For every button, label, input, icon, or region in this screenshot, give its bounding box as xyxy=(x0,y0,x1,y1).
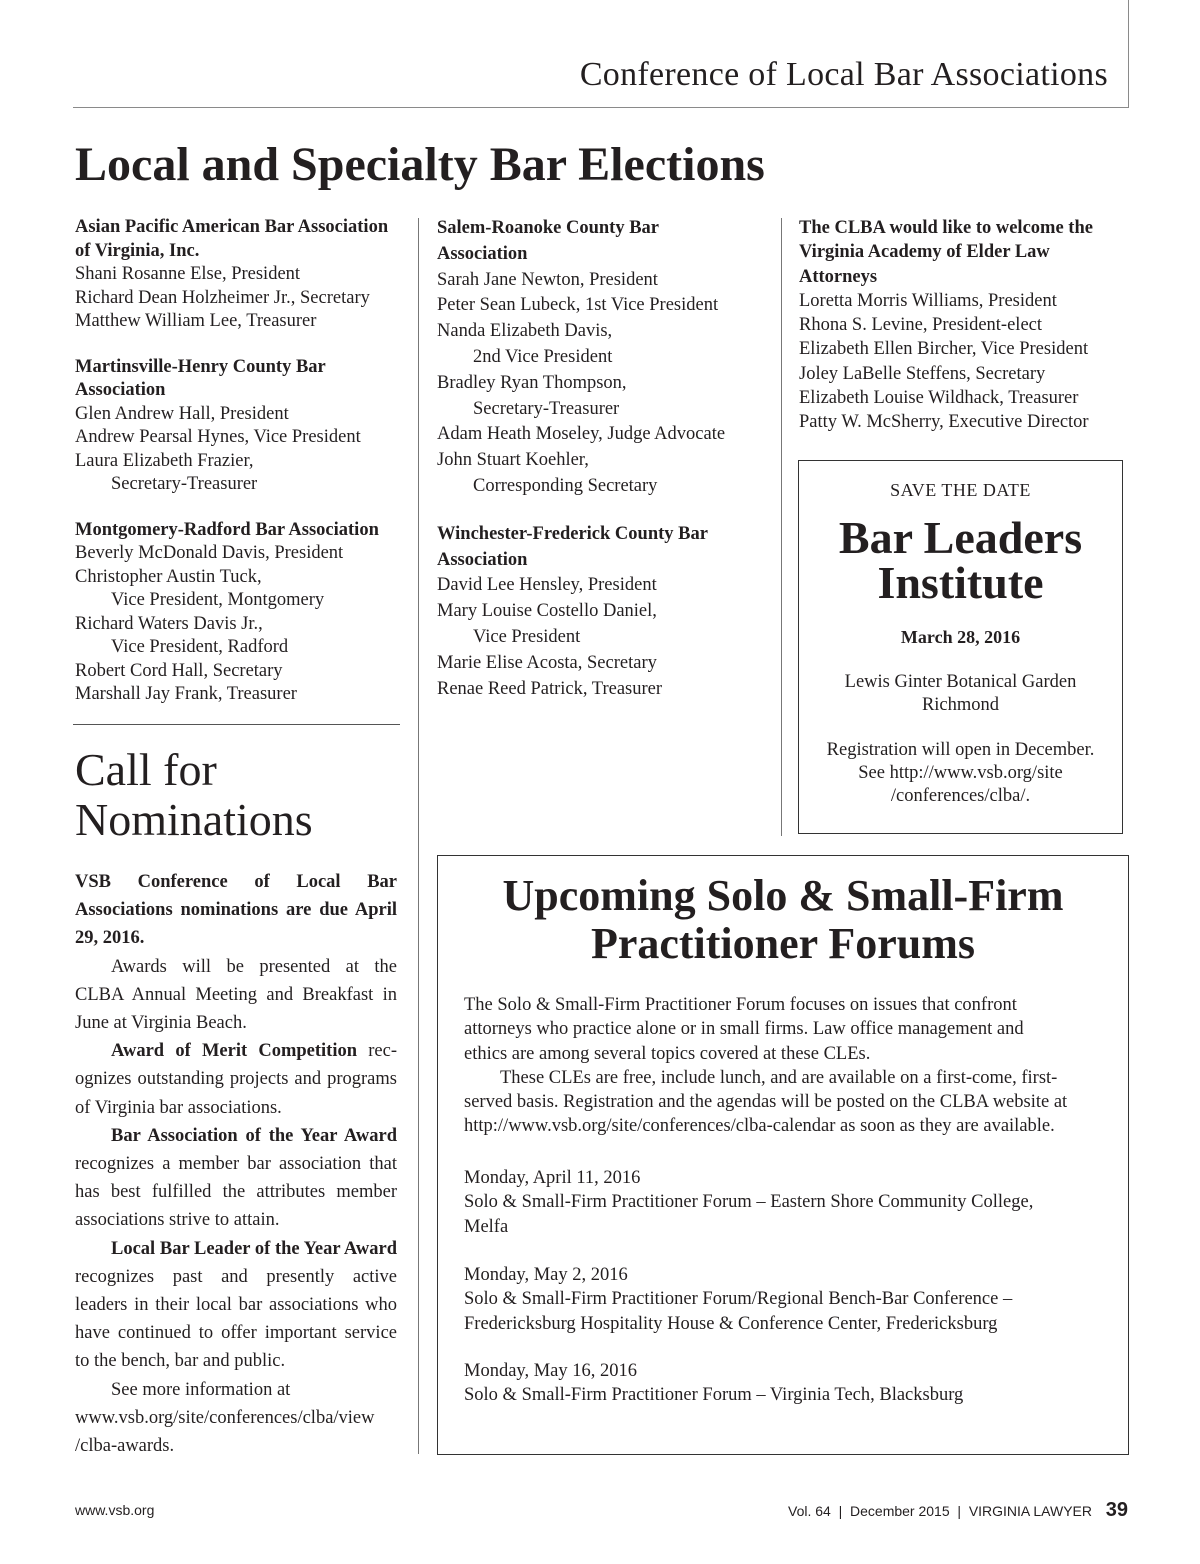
forums-title-line-2: Practitioner Forums xyxy=(590,919,976,968)
call-for-nominations-title xyxy=(75,745,405,845)
footer-publication-info: Vol. 64 | December 2015 | VIRGINIA LAWYER xyxy=(788,1503,1092,1519)
officer-line: Vice President xyxy=(473,626,581,647)
officer-line: Glen Andrew Hall, President xyxy=(75,403,289,424)
officer-line: Andrew Pearsal Hynes, Vice President xyxy=(75,427,361,447)
officer-line: Patty W. McSherry, Executive Director xyxy=(799,412,1089,433)
org-name-line: Martinsville-Henry County Bar xyxy=(75,356,326,377)
forum-event-date: Monday, April 11, 2016 xyxy=(464,1168,641,1188)
officer-line: Adam Heath Moseley, Judge Advocate xyxy=(437,424,726,445)
org-name-line: Association xyxy=(437,243,528,264)
forum-event-line: Fredericksburg Hospitality House & Conference Center, Fredericksburg xyxy=(464,1313,998,1334)
officer-line: Corresponding Secretary xyxy=(473,475,658,496)
event-venue xyxy=(799,671,1122,717)
org-group xyxy=(75,216,410,334)
forum-event-line: Solo & Small-Firm Practitioner Forum – Virginia Tech, Blacksburg xyxy=(464,1385,964,1406)
award-bar-leader-text: recognizes past and presently active leaders in their local bar associations who have continued to offer important service to the bench, bar and public. xyxy=(75,1266,397,1372)
officer-line: Richard Waters Davis Jr., xyxy=(75,613,263,634)
officer-line: Elizabeth Louise Wildhack, Treasurer xyxy=(799,388,1079,409)
org-name-line: of Virginia, Inc. xyxy=(75,240,200,261)
more-info-line: See more information at xyxy=(111,1379,291,1400)
org-group xyxy=(437,216,767,500)
forum-event xyxy=(464,1166,1104,1239)
officer-line: Richard Dean Holzheimer Jr., Secretary xyxy=(75,287,370,308)
officer-line: Laura Elizabeth Frazier, xyxy=(75,450,254,471)
org-name-line: Association xyxy=(437,549,528,570)
org-name-line: Attorneys xyxy=(799,266,878,287)
officer-line: David Lee Hensley, President xyxy=(437,575,657,596)
forums-intro-line: attorneys who practice alone or in small firms. Law office management and xyxy=(464,1019,1024,1040)
more-info-url-1: www.vsb.org/site/conferences/clba/view xyxy=(75,1407,375,1428)
nominations-paragraph: Awards will be presented at the CLBA Annual Meeting and Breakfast in June at Virginia Beach. xyxy=(75,956,397,1034)
award-bar-association-text: recognizes a member bar association that has best fulfilled the attributes member associations strive to attain. xyxy=(75,1154,397,1231)
nominations-body xyxy=(75,868,397,1460)
footer-url: www.vsb.org xyxy=(75,1502,155,1518)
org-name-line: Association xyxy=(75,380,166,400)
org-group xyxy=(75,519,410,707)
call-title-line-1: Call for xyxy=(75,744,217,795)
save-the-date-title xyxy=(799,512,1122,608)
registration-note xyxy=(799,739,1122,808)
column-divider-2 xyxy=(781,218,782,836)
org-name-line: Salem-Roanoke County Bar xyxy=(437,218,660,238)
registration-line-3: /conferences/clba/. xyxy=(890,786,1031,806)
officer-line: Nanda Elizabeth Davis, xyxy=(437,321,613,342)
venue-line-2: Richmond xyxy=(921,695,1000,715)
officer-line: Shani Rosanne Else, President xyxy=(75,264,301,284)
officer-line: Loretta Morris Williams, President xyxy=(799,290,1057,311)
org-group xyxy=(437,522,767,703)
forum-event xyxy=(464,1263,1104,1336)
nominations-lead: VSB Conference of Local Bar Associations nominations are due April 29, 2016. xyxy=(75,872,397,949)
forums-details-line: These CLEs are free, include lunch, and are available on a first-come, first- xyxy=(500,1067,1058,1088)
officer-line: Secretary-Treasurer xyxy=(473,398,620,419)
org-name-line: Montgomery-Radford Bar Association xyxy=(75,519,379,540)
officer-line: Renae Reed Patrick, Treasurer xyxy=(437,678,663,699)
officer-line: Marie Elise Acosta, Secretary xyxy=(437,652,657,673)
officer-line: Elizabeth Ellen Bircher, Vice President xyxy=(799,339,1089,360)
page-number: 39 xyxy=(1105,1499,1128,1521)
officer-line: Mary Louise Costello Daniel, xyxy=(437,601,657,622)
award-bar-association-paragraph xyxy=(75,1122,397,1235)
officer-line: Joley LaBelle Steffens, Secretary xyxy=(799,363,1046,384)
forums-details-line: served basis. Registration and the agendas will be posted on the CLBA website at xyxy=(464,1092,1068,1113)
elections-column-3 xyxy=(799,216,1129,457)
award-bar-leader-paragraph xyxy=(75,1235,397,1376)
save-the-date-box xyxy=(798,460,1123,834)
officer-line: Beverly McDonald Davis, President xyxy=(75,543,344,563)
more-info-url-2: /clba-awards. xyxy=(75,1436,175,1457)
save-title-line-1: Bar Leaders xyxy=(838,512,1083,563)
event-date: March 28, 2016 xyxy=(900,627,1021,647)
officer-line: Peter Sean Lubeck, 1st Vice President xyxy=(437,295,719,316)
award-bar-association-name: Bar Association of the Year Award xyxy=(111,1125,397,1146)
officer-line: Christopher Austin Tuck, xyxy=(75,566,262,587)
registration-line-2: See http://www.vsb.org/site xyxy=(858,763,1063,783)
forums-details-paragraph xyxy=(464,1066,1104,1139)
header-vertical-rule xyxy=(1128,0,1129,108)
forums-details-line: http://www.vsb.org/site/conferences/clba-calendar as soon as they are available. xyxy=(464,1116,1055,1137)
award-merit-name: Award of Merit Competition xyxy=(111,1041,358,1062)
call-title-line-2: Nominations xyxy=(75,794,313,845)
officer-line: Vice President, Montgomery xyxy=(111,590,325,610)
save-the-date-kicker: SAVE THE DATE xyxy=(890,480,1031,500)
forums-intro xyxy=(464,993,1104,1139)
officer-line: Robert Cord Hall, Secretary xyxy=(75,660,283,681)
section-rule xyxy=(73,724,400,725)
forums-box xyxy=(437,855,1129,1455)
officer-line: Vice President, Radford xyxy=(111,637,289,657)
org-group xyxy=(75,356,410,497)
registration-line-1: Registration will open in December. xyxy=(826,740,1095,760)
officer-line: Matthew William Lee, Treasurer xyxy=(75,311,317,331)
award-bar-leader-name: Local Bar Leader of the Year Award xyxy=(111,1238,397,1259)
forum-event-line: Melfa xyxy=(464,1216,509,1237)
forum-event-line: Solo & Small-Firm Practitioner Forum – Eastern Shore Community College, xyxy=(464,1192,1034,1213)
officer-line: John Stuart Koehler, xyxy=(437,450,589,471)
award-merit-text: recognizes outstanding projects and programs of Virginia bar associations. xyxy=(75,1041,397,1118)
forums-intro-paragraph xyxy=(464,993,1104,1066)
page-title: Local and Specialty Bar Elections xyxy=(75,138,765,191)
award-merit-paragraph xyxy=(75,1037,397,1122)
venue-line-1: Lewis Ginter Botanical Garden xyxy=(844,672,1077,692)
column-divider-1 xyxy=(418,218,419,1454)
save-title-line-2: Institute xyxy=(877,557,1044,608)
forum-event-date: Monday, May 16, 2016 xyxy=(464,1361,637,1381)
running-header: Conference of Local Bar Associations xyxy=(579,56,1108,93)
forums-title-line-1: Upcoming Solo & Small-Firm xyxy=(502,871,1064,920)
org-name-line: The CLBA would like to welcome the xyxy=(799,218,1093,238)
forums-title xyxy=(438,872,1128,968)
officer-line: Marshall Jay Frank, Treasurer xyxy=(75,684,297,704)
officer-line: Bradley Ryan Thompson, xyxy=(437,372,627,393)
officer-line: Rhona S. Levine, President-elect xyxy=(799,315,1043,336)
header-rule xyxy=(73,107,1129,108)
elections-column-2 xyxy=(437,216,767,724)
officer-line: 2nd Vice President xyxy=(473,346,613,367)
forum-event-date: Monday, May 2, 2016 xyxy=(464,1265,628,1285)
org-name-line: Winchester-Frederick County Bar xyxy=(437,523,708,544)
forums-intro-line: ethics are among several topics covered at these CLEs. xyxy=(464,1043,871,1064)
org-name-line: Virginia Academy of Elder Law xyxy=(799,242,1050,263)
org-group xyxy=(799,216,1129,435)
forum-event xyxy=(464,1359,1104,1408)
officer-line: Sarah Jane Newton, President xyxy=(437,269,658,290)
elections-column-1 xyxy=(75,216,410,729)
forum-event-line: Solo & Small-Firm Practitioner Forum/Regional Bench-Bar Conference – xyxy=(464,1289,1013,1310)
forums-intro-line: The Solo & Small-Firm Practitioner Forum focuses on issues that confront xyxy=(464,995,1017,1015)
org-name-line: Asian Pacific American Bar Association xyxy=(75,217,389,237)
officer-line: Secretary-Treasurer xyxy=(111,474,258,494)
